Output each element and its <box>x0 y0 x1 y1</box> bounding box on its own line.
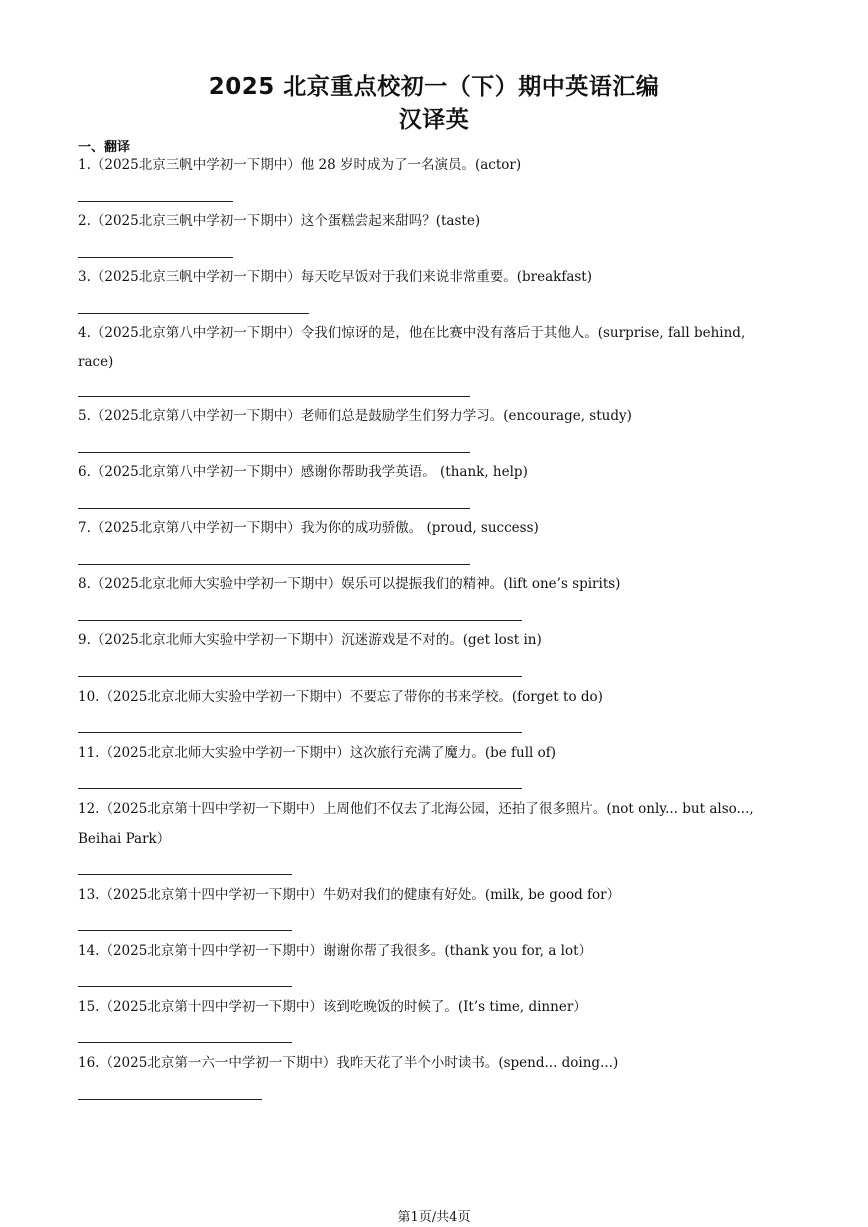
question-11: 11.（2025北京北师大实验中学初一下期中）这次旅行充满了魔力。(be full of) <box>78 745 557 761</box>
question-13: 13.（2025北京第十四中学初一下期中）牛奶对我们的健康有好处。(milk, be good for） <box>78 887 621 903</box>
page-title: 2025 北京重点校初一（下）期中英语汇编 <box>208 74 660 100</box>
answer-line-7[interactable] <box>78 564 470 565</box>
question-4: 4.（2025北京第八中学初一下期中）令我们惊讶的是，他在比赛中没有落后于其他人。(surprise, fall behind, <box>78 325 746 341</box>
answer-line-6[interactable] <box>78 508 470 509</box>
section-heading: 一、翻译 <box>78 140 131 155</box>
question-6: 6.（2025北京第八中学初一下期中）感谢你帮助我学英语。 (thank, help) <box>78 464 528 480</box>
answer-line-8[interactable] <box>78 620 522 621</box>
question-5: 5.（2025北京第八中学初一下期中）老师们总是鼓励学生们努力学习。(encourage, study) <box>78 408 632 424</box>
answer-line-1[interactable] <box>78 201 233 202</box>
question-3: 3.（2025北京三帆中学初一下期中）每天吃早饭对于我们来说非常重要。(breakfast) <box>78 269 592 285</box>
answer-line-9[interactable] <box>78 676 522 677</box>
answer-line-3[interactable] <box>78 313 309 314</box>
question-16: 16.（2025北京第一六一中学初一下期中）我昨天花了半个小时读书。(spend... doing...) <box>78 1055 619 1071</box>
page-number: 第1页/共4页 <box>397 1210 471 1225</box>
question-4-continued: race) <box>78 354 114 370</box>
page-subtitle: 汉译英 <box>398 107 470 133</box>
question-14: 14.（2025北京第十四中学初一下期中）谢谢你帮了我很多。(thank you for, a lot） <box>78 943 593 959</box>
question-8: 8.（2025北京北师大实验中学初一下期中）娱乐可以提振我们的精神。(lift one’s spirits) <box>78 576 621 592</box>
question-12-continued: Beihai Park） <box>78 831 171 847</box>
question-12: 12.（2025北京第十四中学初一下期中）上周他们不仅去了北海公园，还拍了很多照片。(not only... but also..., <box>78 801 754 817</box>
answer-line-14[interactable] <box>78 986 292 987</box>
answer-line-13[interactable] <box>78 930 292 931</box>
question-1: 1.（2025北京三帆中学初一下期中）他 28 岁时成为了一名演员。(actor) <box>78 157 522 173</box>
answer-line-2[interactable] <box>78 257 233 258</box>
question-7: 7.（2025北京第八中学初一下期中）我为你的成功骄傲。 (proud, success) <box>78 520 539 536</box>
answer-line-15[interactable] <box>78 1042 292 1043</box>
answer-line-12[interactable] <box>78 874 292 875</box>
answer-line-5[interactable] <box>78 452 470 453</box>
question-2: 2.（2025北京三帆中学初一下期中）这个蛋糕尝起来甜吗？(taste) <box>78 213 481 229</box>
answer-line-16[interactable] <box>78 1099 262 1100</box>
answer-line-11[interactable] <box>78 788 522 789</box>
answer-line-10[interactable] <box>78 732 522 733</box>
question-9: 9.（2025北京北师大实验中学初一下期中）沉迷游戏是不对的。(get lost in) <box>78 632 542 648</box>
question-10: 10.（2025北京北师大实验中学初一下期中）不要忘了带你的书来学校。(forget to do) <box>78 689 603 705</box>
question-15: 15.（2025北京第十四中学初一下期中）该到吃晚饭的时候了。(It’s time, dinner） <box>78 999 587 1015</box>
answer-line-4[interactable] <box>78 396 470 397</box>
